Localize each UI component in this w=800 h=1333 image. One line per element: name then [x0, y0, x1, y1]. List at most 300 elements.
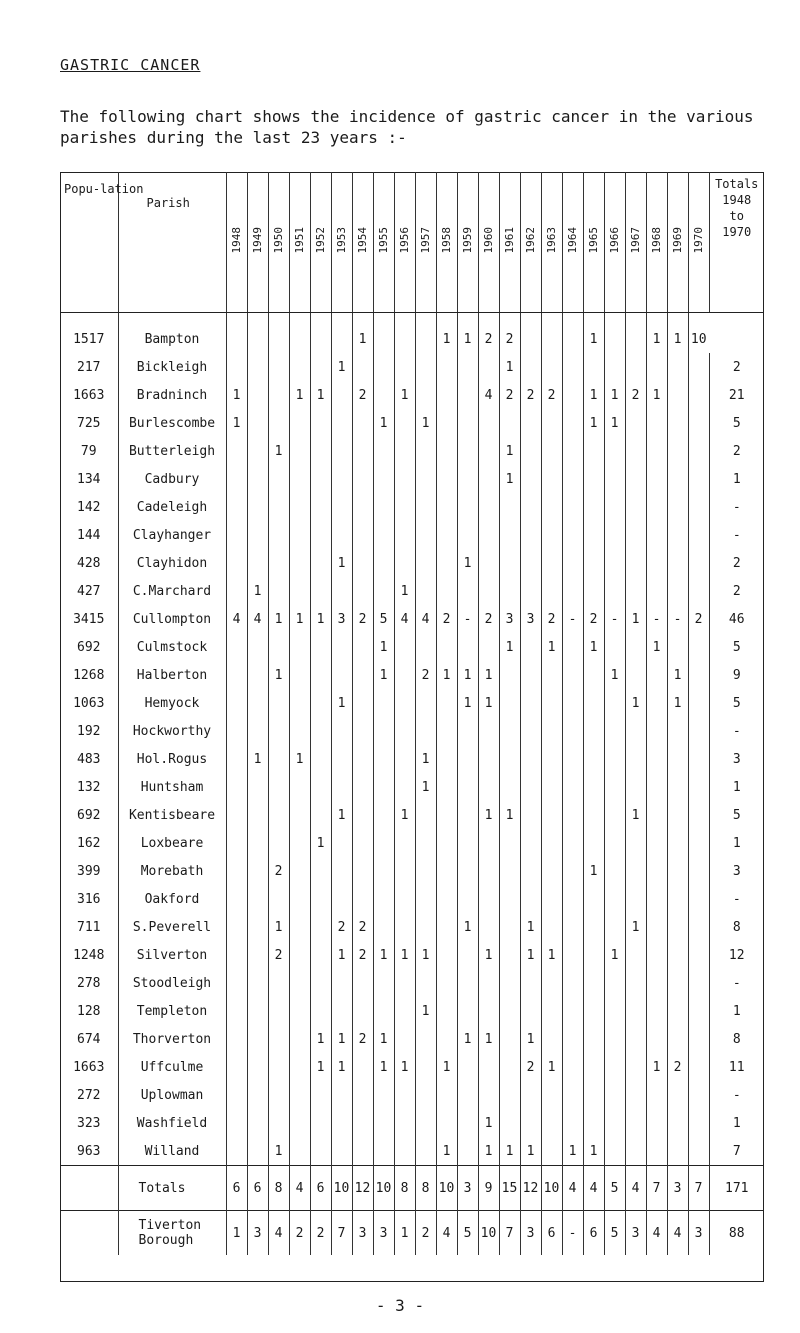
year-count-cell [667, 745, 688, 773]
year-count-cell [310, 885, 331, 913]
year-count-cell [268, 465, 289, 493]
summary-count-cell: - [562, 1211, 583, 1256]
year-count-cell [247, 521, 268, 549]
year-count-cell [667, 521, 688, 549]
table-row [60, 1025, 764, 1053]
year-count-cell [226, 773, 247, 801]
year-count-cell [541, 465, 562, 493]
parish-total: 2 [709, 577, 764, 605]
year-count-cell: 2 [352, 913, 373, 941]
year-count-cell: 1 [436, 661, 457, 689]
year-label: 1958 [440, 227, 453, 254]
year-count-cell [583, 969, 604, 997]
year-count-cell [247, 913, 268, 941]
year-label: 1963 [545, 227, 558, 254]
year-count-cell [268, 997, 289, 1025]
year-count-cell [604, 313, 625, 354]
year-count-cell [646, 801, 667, 829]
year-count-cell [625, 941, 646, 969]
year-count-cell [541, 661, 562, 689]
year-count-cell: 1 [499, 633, 520, 661]
year-count-cell [247, 857, 268, 885]
summary-count-cell: 2 [415, 1211, 436, 1256]
year-count-cell [478, 717, 499, 745]
year-count-cell [667, 409, 688, 437]
year-count-cell [352, 577, 373, 605]
parish-total: 5 [709, 689, 764, 717]
year-count-cell [352, 829, 373, 857]
incidence-table [60, 172, 764, 1255]
parish-name: Stoodleigh [118, 969, 226, 997]
year-count-cell [268, 773, 289, 801]
year-count-cell [625, 1137, 646, 1166]
year-count-cell [373, 549, 394, 577]
year-count-cell: 4 [394, 605, 415, 633]
year-count-cell [478, 549, 499, 577]
year-count-cell: 1 [226, 409, 247, 437]
year-count-cell [394, 1137, 415, 1166]
parish-total: 8 [709, 913, 764, 941]
population-cell: 134 [77, 471, 101, 487]
intro-text: The following chart shows the incidence of gastric cancer in the various parishes during the last 23 years :- [60, 107, 754, 147]
year-count-cell [226, 857, 247, 885]
summary-count-cell: 4 [436, 1211, 457, 1256]
year-count-cell [688, 857, 709, 885]
year-count-cell [625, 465, 646, 493]
parish-name: Cullompton [118, 605, 226, 633]
year-count-cell: 1 [331, 549, 352, 577]
year-count-cell [520, 773, 541, 801]
summary-count-cell: 3 [688, 1211, 709, 1256]
year-count-cell [436, 437, 457, 465]
year-count-cell [562, 829, 583, 857]
year-count-cell [268, 521, 289, 549]
year-count-cell [331, 381, 352, 409]
year-count-cell [226, 969, 247, 997]
year-label: 1951 [293, 227, 306, 254]
year-count-cell [268, 353, 289, 381]
year-count-cell [562, 313, 583, 354]
summary-count-cell: 2 [310, 1211, 331, 1256]
year-count-cell [499, 577, 520, 605]
year-count-cell [520, 1109, 541, 1137]
table-row [60, 353, 764, 381]
year-count-cell: 1 [583, 857, 604, 885]
year-count-cell [625, 885, 646, 913]
year-header [499, 172, 520, 313]
year-count-cell [499, 745, 520, 773]
year-label: 1949 [251, 227, 264, 254]
year-count-cell [226, 1081, 247, 1109]
year-count-cell [373, 353, 394, 381]
year-count-cell [541, 773, 562, 801]
year-count-cell [541, 1081, 562, 1109]
year-label: 1955 [377, 227, 390, 254]
year-count-cell [583, 1109, 604, 1137]
year-count-cell [352, 409, 373, 437]
year-count-cell [247, 437, 268, 465]
year-header [289, 172, 310, 313]
year-count-cell [625, 313, 646, 354]
year-count-cell [625, 1053, 646, 1081]
year-count-cell: 1 [310, 605, 331, 633]
year-count-cell [268, 549, 289, 577]
year-count-cell: 1 [562, 1137, 583, 1166]
year-count-cell [562, 801, 583, 829]
year-count-cell: 1 [457, 689, 478, 717]
year-count-cell [457, 381, 478, 409]
year-count-cell [457, 1081, 478, 1109]
year-count-cell [625, 577, 646, 605]
year-count-cell [247, 829, 268, 857]
year-count-cell [436, 717, 457, 745]
year-count-cell [310, 465, 331, 493]
year-label: 1964 [566, 227, 579, 254]
year-count-cell [604, 969, 625, 997]
year-count-cell [247, 885, 268, 913]
year-header [688, 172, 709, 313]
year-count-cell [520, 969, 541, 997]
year-count-cell [226, 745, 247, 773]
year-count-cell: 1 [541, 1053, 562, 1081]
year-count-cell: 1 [331, 941, 352, 969]
parish-total: 11 [709, 1053, 764, 1081]
year-count-cell [478, 493, 499, 521]
year-count-cell [583, 941, 604, 969]
year-label: 1969 [671, 227, 684, 254]
year-count-cell [457, 1053, 478, 1081]
year-count-cell [562, 633, 583, 661]
parish-name: Templeton [118, 997, 226, 1025]
year-count-cell [562, 521, 583, 549]
year-count-cell: 1 [415, 773, 436, 801]
year-count-cell: 1 [478, 661, 499, 689]
year-count-cell [646, 661, 667, 689]
year-count-cell: 1 [268, 913, 289, 941]
summary-count-cell: 8 [415, 1166, 436, 1211]
year-count-cell [268, 577, 289, 605]
year-count-cell [583, 689, 604, 717]
year-count-cell: 1 [541, 941, 562, 969]
summary-count-cell: 15 [499, 1166, 520, 1211]
table-row [60, 1137, 764, 1166]
year-count-cell [373, 313, 394, 354]
year-count-cell [436, 409, 457, 437]
year-count-cell [583, 465, 604, 493]
year-count-cell [310, 1137, 331, 1166]
year-header [520, 172, 541, 313]
summary-count-cell: 4 [268, 1211, 289, 1256]
year-count-cell [541, 313, 562, 354]
year-count-cell [436, 493, 457, 521]
year-count-cell [541, 549, 562, 577]
year-count-cell [457, 773, 478, 801]
year-count-cell [226, 997, 247, 1025]
year-count-cell [310, 437, 331, 465]
year-count-cell [478, 353, 499, 381]
year-count-cell: 1 [310, 381, 331, 409]
year-count-cell [226, 549, 247, 577]
year-count-cell [289, 801, 310, 829]
parish-total: - [709, 969, 764, 997]
year-count-cell: 1 [625, 605, 646, 633]
year-count-cell [583, 437, 604, 465]
year-count-cell [478, 885, 499, 913]
year-count-cell [562, 437, 583, 465]
year-label: 1959 [461, 227, 474, 254]
year-count-cell [289, 997, 310, 1025]
year-count-cell [352, 717, 373, 745]
year-count-cell: 1 [478, 801, 499, 829]
year-header [268, 172, 289, 313]
year-count-cell [604, 1081, 625, 1109]
year-header [478, 172, 499, 313]
year-count-cell [352, 661, 373, 689]
year-count-cell [688, 1025, 709, 1053]
population-cell: 483 [77, 751, 101, 767]
year-count-cell [562, 1081, 583, 1109]
year-count-cell [415, 1109, 436, 1137]
year-count-cell [331, 885, 352, 913]
summary-count-cell: 1 [394, 1211, 415, 1256]
summary-count-cell: 6 [310, 1166, 331, 1211]
year-count-cell [289, 857, 310, 885]
year-header [436, 172, 457, 313]
population-cell: 1663 [73, 387, 105, 403]
year-count-cell: 1 [457, 549, 478, 577]
year-count-cell [625, 997, 646, 1025]
year-count-cell: 1 [667, 313, 688, 354]
year-count-cell [583, 1053, 604, 1081]
year-count-cell [289, 829, 310, 857]
year-count-cell: 1 [625, 689, 646, 717]
year-count-cell [604, 885, 625, 913]
year-count-cell [667, 1025, 688, 1053]
year-count-cell [226, 717, 247, 745]
year-count-cell [247, 465, 268, 493]
year-count-cell [499, 1109, 520, 1137]
year-count-cell [373, 717, 394, 745]
year-count-cell [520, 885, 541, 913]
year-count-cell: 1 [436, 1053, 457, 1081]
year-count-cell [667, 997, 688, 1025]
year-count-cell [394, 1081, 415, 1109]
year-count-cell [289, 1053, 310, 1081]
year-count-cell [457, 353, 478, 381]
year-count-cell [562, 549, 583, 577]
year-label: 1970 [692, 227, 705, 254]
year-count-cell: 4 [226, 605, 247, 633]
year-count-cell [688, 801, 709, 829]
year-count-cell [625, 857, 646, 885]
year-count-cell: 1 [583, 633, 604, 661]
year-count-cell [520, 313, 541, 354]
summary-count-cell: 7 [646, 1166, 667, 1211]
year-count-cell [604, 857, 625, 885]
table-row [60, 745, 764, 773]
table-row [60, 465, 764, 493]
year-count-cell: 3 [520, 605, 541, 633]
year-count-cell [352, 493, 373, 521]
year-count-cell [373, 437, 394, 465]
year-count-cell [646, 689, 667, 717]
year-count-cell [436, 1109, 457, 1137]
year-count-cell [289, 689, 310, 717]
year-count-cell [394, 521, 415, 549]
year-count-cell [604, 353, 625, 381]
parish-name: Bampton [118, 313, 226, 354]
year-count-cell [310, 913, 331, 941]
year-count-cell [562, 1109, 583, 1137]
parish-total: 1 [709, 1109, 764, 1137]
summary-count-cell: 6 [541, 1211, 562, 1256]
year-count-cell: 1 [604, 661, 625, 689]
year-count-cell [478, 857, 499, 885]
year-count-cell [436, 745, 457, 773]
year-count-cell [541, 913, 562, 941]
summary-count-cell: 3 [457, 1166, 478, 1211]
year-count-cell: 2 [625, 381, 646, 409]
year-count-cell [226, 577, 247, 605]
year-count-cell [226, 465, 247, 493]
year-count-cell [394, 885, 415, 913]
year-count-cell [478, 969, 499, 997]
summary-count-cell: 4 [646, 1211, 667, 1256]
year-count-cell [373, 857, 394, 885]
year-count-cell: 1 [499, 801, 520, 829]
year-count-cell [562, 745, 583, 773]
year-count-cell: 1 [478, 1109, 499, 1137]
year-count-cell [583, 913, 604, 941]
year-count-cell [646, 717, 667, 745]
summary-count-cell: 12 [352, 1166, 373, 1211]
summary-count-cell: 6 [226, 1166, 247, 1211]
year-count-cell [562, 941, 583, 969]
summary-count-cell: 3 [520, 1211, 541, 1256]
year-count-cell [457, 437, 478, 465]
summary-count-cell: 7 [688, 1166, 709, 1211]
summary-rows [60, 1166, 764, 1256]
parish-name: Hockworthy [118, 717, 226, 745]
table-row [60, 885, 764, 913]
year-count-cell [226, 633, 247, 661]
year-count-cell: 1 [436, 1137, 457, 1166]
table-row [60, 313, 764, 354]
year-count-cell: 1 [604, 409, 625, 437]
year-count-cell [310, 745, 331, 773]
year-count-cell [394, 857, 415, 885]
year-count-cell [562, 857, 583, 885]
year-count-cell [541, 493, 562, 521]
year-count-cell: 1 [247, 745, 268, 773]
year-count-cell [289, 409, 310, 437]
table-row [60, 605, 764, 633]
year-count-cell [562, 997, 583, 1025]
year-count-cell [499, 521, 520, 549]
year-count-cell [436, 857, 457, 885]
year-count-cell [310, 997, 331, 1025]
year-label: 1950 [272, 227, 285, 254]
year-count-cell [478, 409, 499, 437]
year-count-cell [373, 913, 394, 941]
year-count-cell [331, 773, 352, 801]
year-count-cell [541, 745, 562, 773]
totals-header [709, 172, 764, 313]
year-count-cell: 1 [226, 381, 247, 409]
year-count-cell: 2 [583, 605, 604, 633]
year-count-cell [373, 521, 394, 549]
year-count-cell [583, 1081, 604, 1109]
year-count-cell: 1 [394, 801, 415, 829]
year-count-cell: 1 [499, 353, 520, 381]
year-count-cell [562, 409, 583, 437]
parish-total: - [709, 717, 764, 745]
year-count-cell [520, 857, 541, 885]
year-count-cell [268, 409, 289, 437]
year-count-cell [226, 353, 247, 381]
population-cell: 399 [77, 863, 101, 879]
year-count-cell [436, 885, 457, 913]
year-count-cell: 1 [646, 313, 667, 354]
year-count-cell [373, 997, 394, 1025]
year-count-cell [646, 353, 667, 381]
year-count-cell: 2 [352, 605, 373, 633]
year-count-cell [289, 521, 310, 549]
year-count-cell [268, 381, 289, 409]
year-count-cell [499, 885, 520, 913]
year-count-cell [289, 493, 310, 521]
year-count-cell [457, 997, 478, 1025]
year-count-cell [625, 1081, 646, 1109]
year-count-cell [310, 857, 331, 885]
year-count-cell [310, 313, 331, 354]
year-count-cell: 1 [331, 801, 352, 829]
table-row [60, 801, 764, 829]
year-count-cell [604, 1109, 625, 1137]
summary-label: Totals [118, 1166, 226, 1211]
year-count-cell: 2 [478, 313, 499, 354]
population-cell: 692 [77, 639, 101, 655]
year-count-cell [478, 1053, 499, 1081]
year-count-cell [310, 1109, 331, 1137]
year-count-cell: 2 [499, 313, 520, 354]
year-count-cell [562, 1025, 583, 1053]
year-count-cell [457, 885, 478, 913]
parish-name: Halberton [118, 661, 226, 689]
year-count-cell [499, 829, 520, 857]
summary-count-cell: 12 [520, 1166, 541, 1211]
parish-name: Uffculme [118, 1053, 226, 1081]
year-count-cell [373, 745, 394, 773]
year-count-cell [415, 437, 436, 465]
summary-count-cell: 5 [604, 1166, 625, 1211]
year-count-cell [289, 633, 310, 661]
year-count-cell [394, 353, 415, 381]
year-label: 1948 [230, 227, 243, 254]
year-count-cell [310, 941, 331, 969]
year-count-cell [352, 745, 373, 773]
table-row [60, 409, 764, 437]
year-count-cell [646, 549, 667, 577]
table-row [60, 381, 764, 409]
year-count-cell [247, 1137, 268, 1166]
year-count-cell [646, 913, 667, 941]
year-count-cell [436, 1025, 457, 1053]
year-count-cell [436, 549, 457, 577]
year-count-cell [667, 717, 688, 745]
year-count-cell [352, 969, 373, 997]
year-count-cell [520, 1081, 541, 1109]
